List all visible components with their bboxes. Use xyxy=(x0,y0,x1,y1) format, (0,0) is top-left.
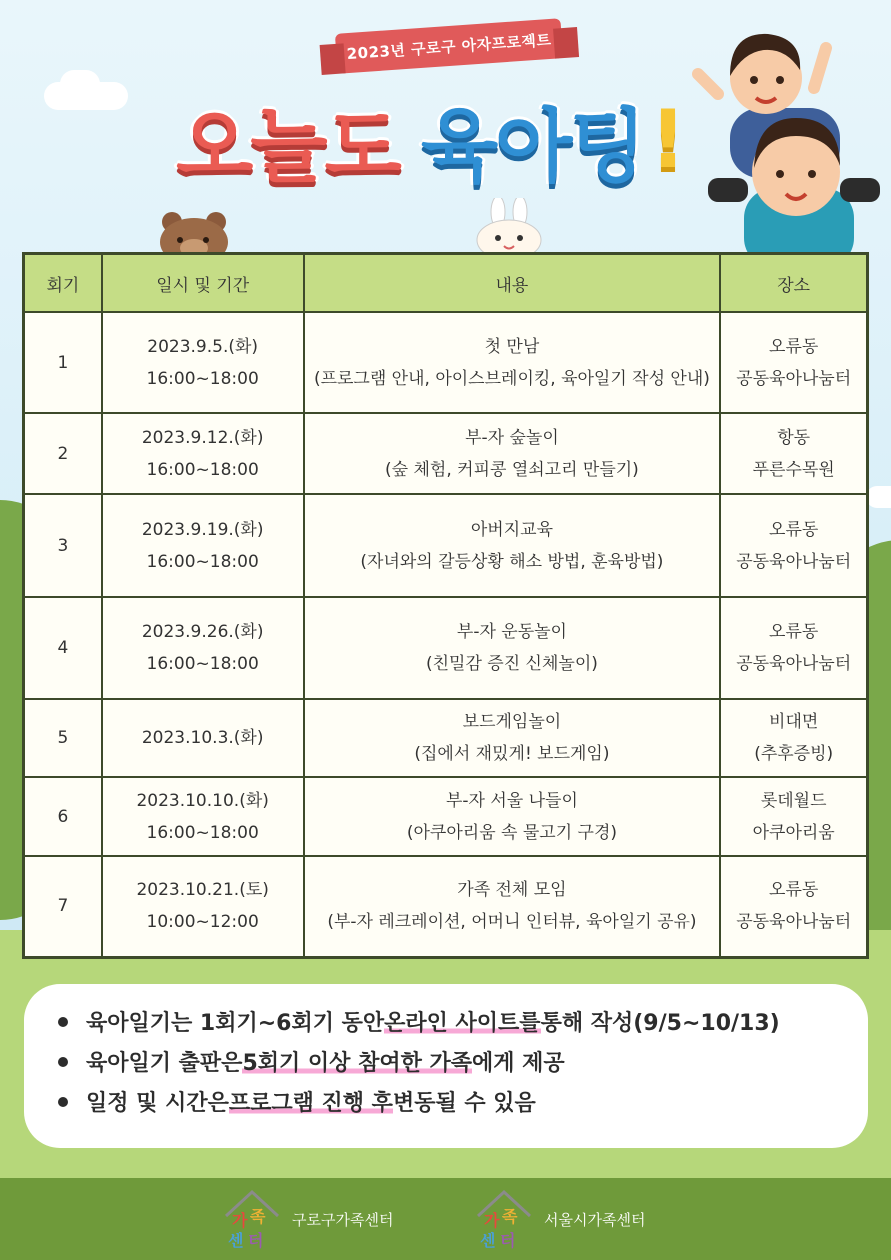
session-datetime xyxy=(102,413,304,494)
session-number: 2 xyxy=(24,413,102,494)
table-row xyxy=(24,312,868,413)
bullet-icon xyxy=(58,1057,68,1067)
session-datetime xyxy=(102,856,304,957)
session-title: 보드게임놀이 xyxy=(462,712,562,732)
session-date: 2023.9.5.(화) xyxy=(147,336,259,357)
session-time: 16:00~18:00 xyxy=(146,459,259,480)
place-line1: 오류동 xyxy=(769,519,819,540)
session-time: 16:00~18:00 xyxy=(146,368,259,389)
header-content: 내용 xyxy=(304,254,721,313)
session-datetime xyxy=(102,494,304,597)
logo-char: 족 xyxy=(250,1207,266,1226)
logo-char: 가 xyxy=(484,1211,500,1230)
note-item xyxy=(58,1086,536,1117)
place-line1: 오류동 xyxy=(769,336,819,357)
place-line2: 푸른수목원 xyxy=(752,459,835,480)
org-name: 구로구가족센터 xyxy=(292,1210,394,1229)
session-content xyxy=(304,494,721,597)
session-title: 부-자 숲놀이 xyxy=(465,427,559,448)
place-line2: 아쿠아리움 xyxy=(752,822,835,843)
place-line2: 공동육아나눔터 xyxy=(736,551,852,572)
session-title: 가족 전체 모임 xyxy=(457,880,567,901)
session-detail: (자녀와의 갈등상황 해소 방법, 훈육방법) xyxy=(360,551,664,572)
session-datetime xyxy=(102,312,304,413)
header-datetime: 일시 및 기간 xyxy=(102,254,304,313)
session-title: 첫 만남 xyxy=(484,336,540,357)
session-time: 16:00~18:00 xyxy=(146,551,259,572)
place-line1: 항동 xyxy=(777,427,811,448)
session-date: 2023.9.26.(화) xyxy=(141,622,264,642)
session-place xyxy=(720,413,867,494)
note-text: 육아일기는 1회기~6회기 동안 xyxy=(86,1011,385,1036)
session-place xyxy=(720,699,867,777)
logo-char: 가 xyxy=(232,1211,248,1230)
table-row xyxy=(24,699,868,777)
table-row xyxy=(24,597,868,699)
session-date: 2023.10.21.(토) xyxy=(136,880,269,901)
logo-guro-family-center xyxy=(218,1188,393,1250)
table-row xyxy=(24,777,868,856)
place-line2: (추후증빙) xyxy=(754,744,834,764)
session-date: 2023.9.12.(화) xyxy=(141,427,264,448)
session-detail: (프로그램 안내, 아이스브레이킹, 육아일기 작성 안내) xyxy=(313,368,710,389)
note-highlight: 5회기 이상 참여한 가족 xyxy=(242,1046,472,1077)
family-center-logo-icon xyxy=(218,1188,286,1250)
session-number: 6 xyxy=(24,777,102,856)
note-text: 일정 및 시간은 xyxy=(86,1091,229,1116)
rabbit-illustration xyxy=(466,198,552,260)
session-place xyxy=(720,777,867,856)
session-content xyxy=(304,777,721,856)
family-center-logo-icon xyxy=(470,1188,538,1250)
note-text: 통해 작성(9/5~10/13) xyxy=(540,1011,780,1036)
father-child-illustration xyxy=(690,18,890,258)
session-content xyxy=(304,312,721,413)
session-number: 4 xyxy=(24,597,102,699)
session-time: 16:00~18:00 xyxy=(146,822,259,843)
session-title: 부-자 서울 나들이 xyxy=(445,790,578,811)
table-row xyxy=(24,494,868,597)
cloud-right xyxy=(866,486,891,508)
session-number: 3 xyxy=(24,494,102,597)
title-exclamation: ! xyxy=(649,92,687,186)
session-datetime xyxy=(102,597,304,699)
footer-bar xyxy=(0,1178,891,1260)
logo-char: 터 xyxy=(500,1231,516,1250)
notes-box xyxy=(24,984,868,1148)
session-content xyxy=(304,597,721,699)
session-date: 2023.10.3.(화) xyxy=(141,728,264,748)
place-line1: 비대면 xyxy=(769,712,819,732)
session-content xyxy=(304,856,721,957)
place-line1: 오류동 xyxy=(769,622,819,642)
session-place xyxy=(720,494,867,597)
table-row xyxy=(24,856,868,957)
place-line2: 공동육아나눔터 xyxy=(736,912,852,933)
note-item xyxy=(58,1046,565,1077)
session-place xyxy=(720,597,867,699)
place-line1: 롯데월드 xyxy=(760,790,827,811)
place-line1: 오류동 xyxy=(769,880,819,901)
logo-char: 터 xyxy=(248,1231,264,1250)
session-datetime xyxy=(102,699,304,777)
session-title: 아버지교육 xyxy=(470,519,553,540)
session-number: 7 xyxy=(24,856,102,957)
note-highlight: 온라인 사이트를 xyxy=(384,1006,540,1037)
note-highlight: 프로그램 진행 후 xyxy=(229,1086,393,1117)
table-row xyxy=(24,413,868,494)
session-number: 1 xyxy=(24,312,102,413)
session-time: 10:00~12:00 xyxy=(146,912,259,933)
session-content xyxy=(304,413,721,494)
session-detail: (숲 체험, 커피콩 열쇠고리 만들기) xyxy=(385,459,639,480)
header-place: 장소 xyxy=(720,254,867,313)
session-date: 2023.10.10.(화) xyxy=(136,790,269,811)
title-part2: 육아팅 xyxy=(420,99,644,193)
session-detail: (친밀감 증진 신체놀이) xyxy=(426,654,598,674)
note-item xyxy=(58,1006,780,1037)
cloud-left-small xyxy=(60,70,100,98)
header-session: 회기 xyxy=(24,254,102,313)
logo-seoul-family-center xyxy=(470,1188,645,1250)
note-text: 육아일기 출판은 xyxy=(86,1051,243,1076)
place-line2: 공동육아나눔터 xyxy=(736,654,852,674)
session-detail: (집에서 재밌게! 보드게임) xyxy=(414,744,610,764)
session-content xyxy=(304,699,721,777)
session-place xyxy=(720,856,867,957)
bullet-icon xyxy=(58,1017,68,1027)
bullet-icon xyxy=(58,1097,68,1107)
place-line2: 공동육아나눔터 xyxy=(736,368,852,389)
session-title: 부-자 운동놀이 xyxy=(456,622,567,642)
org-name: 서울시가족센터 xyxy=(544,1210,646,1229)
session-time: 16:00~18:00 xyxy=(146,654,259,674)
page-title xyxy=(176,84,686,194)
note-text: 변동될 수 있음 xyxy=(392,1091,536,1116)
table-header-row xyxy=(24,254,868,313)
session-number: 5 xyxy=(24,699,102,777)
session-date: 2023.9.19.(화) xyxy=(141,519,264,540)
session-detail: (부-자 레크레이션, 어머니 인터뷰, 육아일기 공유) xyxy=(327,912,697,933)
note-text: 에게 제공 xyxy=(472,1051,565,1076)
session-place xyxy=(720,312,867,413)
session-detail: (아쿠아리움 속 물고기 구경) xyxy=(406,822,617,843)
title-part1: 오늘도 xyxy=(176,99,399,193)
logo-char: 센 xyxy=(480,1231,496,1250)
session-datetime xyxy=(102,777,304,856)
logo-char: 족 xyxy=(502,1207,518,1226)
ribbon-text: 2023년 구로구 아자프로젝트 xyxy=(346,30,552,63)
logo-char: 센 xyxy=(228,1231,244,1250)
schedule-table xyxy=(22,252,869,959)
